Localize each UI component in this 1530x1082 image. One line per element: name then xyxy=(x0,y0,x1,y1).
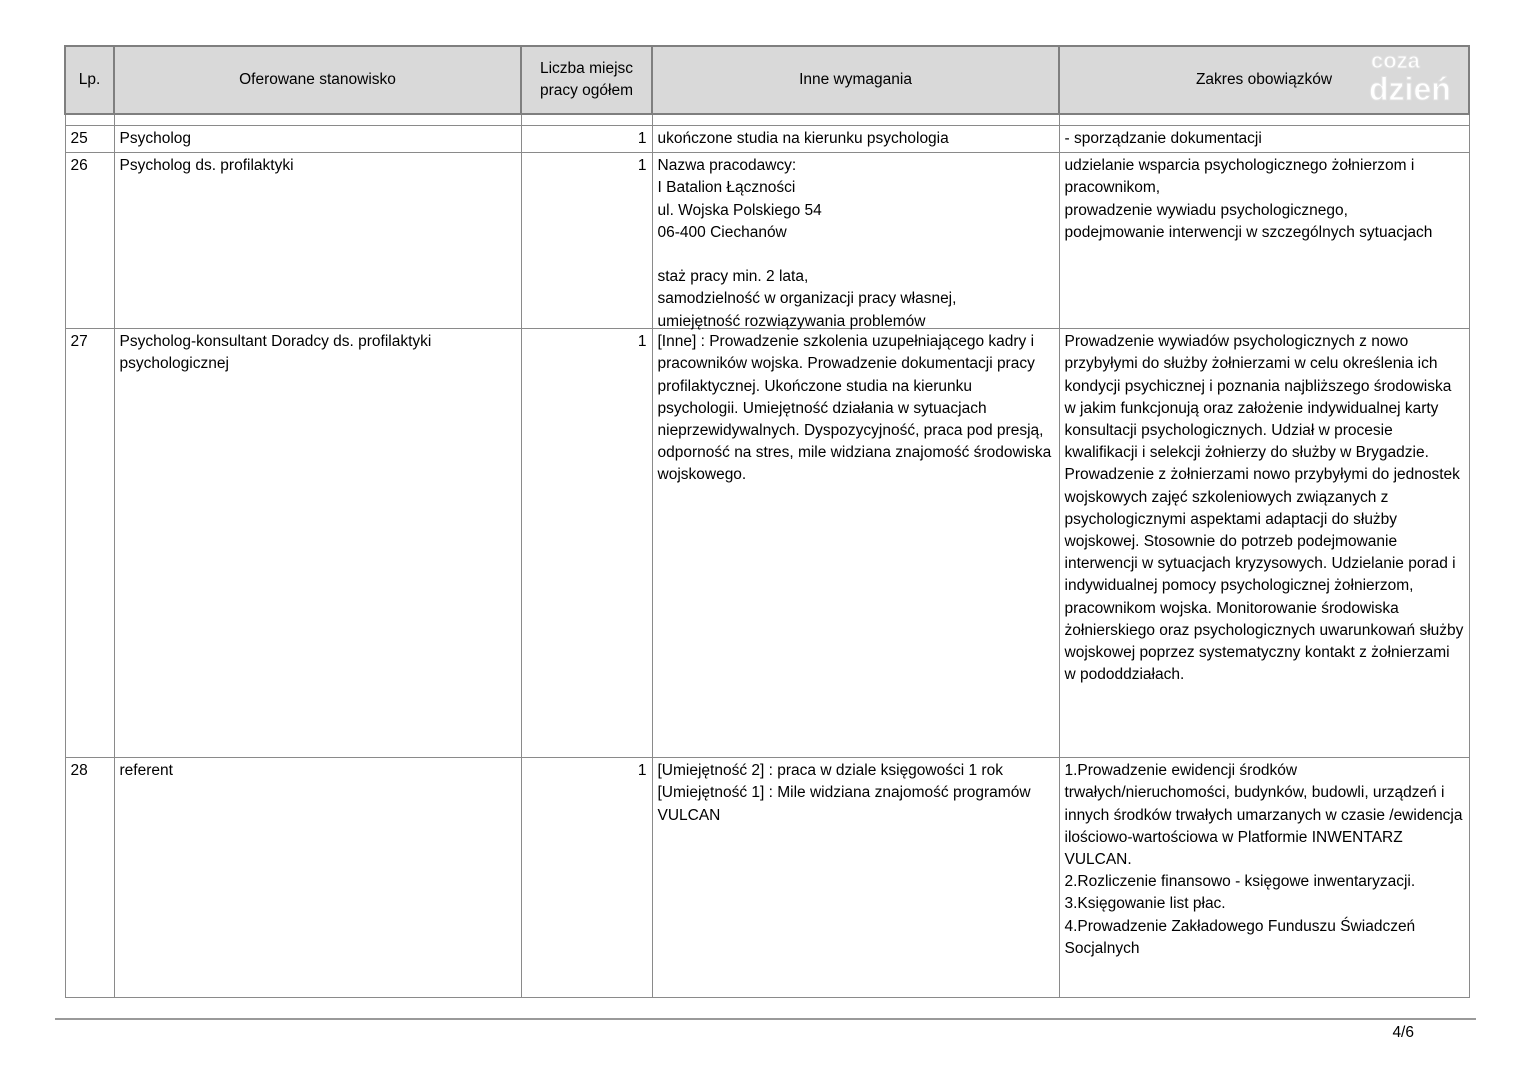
table-row xyxy=(65,126,1469,153)
table-row xyxy=(65,153,1469,329)
cell-requirements: [Inne] : Prowadzenie szkolenia uzupełniającego kadry i pracowników wojska. Prowadzenie dokumentacji pracy profilaktycznej. Ukończone studia na kierunku psychologii. Umiejętność działania w sytuacjach nieprzewidywalnych. Dyspozycyjność, praca pod presją, odporność na stres, mile widziana znajomość środowiska wojskowego. xyxy=(652,329,1059,758)
header-lp: Lp. xyxy=(65,46,114,114)
cell-duties: Prowadzenie wywiadów psychologicznych z nowo przybyłymi do służby żołnierzami w celu określenia ich kondycji psychicznej i poznania najbliższego środowiska w jakim funkcjonują oraz założenie indywidualnej karty konsultacji psychologicznych. Udział w procesie kwalifikacji i selekcji żołnierzy do służby w Brygadzie. Prowadzenie z żołnierzami nowo przybyłymi do jednostek wojskowych zajęć szkoleniowych związanych z psychologicznymi aspektami adaptacji do służby wojskowej. Stosownie do potrzeb podejmowanie interwencji w sytuacjach kryzysowych. Udzielanie porad i indywidualnej pomocy psychologicznej żołnierzom, pracownikom wojska. Monitorowanie środowiska żołnierskiego oraz psychologicznych uwarunkowań służby wojskowej poprzez systematyczny kontakt z żołnierzami w pododdziałach. xyxy=(1059,329,1469,758)
cell-requirements: ukończone studia na kierunku psychologia xyxy=(652,126,1059,153)
table-row xyxy=(65,758,1469,998)
cell-position: Psycholog ds. profilaktyki xyxy=(114,153,521,329)
header-count: Liczba miejsc pracy ogółem xyxy=(521,46,652,114)
table-row xyxy=(65,329,1469,758)
cell-requirements: [Umiejętność 2] : praca w dziale księgowości 1 rok [Umiejętność 1] : Mile widziana znajomość programów VULCAN xyxy=(652,758,1059,998)
header-row xyxy=(65,46,1469,114)
page-number: 4/6 xyxy=(1392,1024,1414,1041)
cell-lp: 26 xyxy=(65,153,114,329)
header-position: Oferowane stanowisko xyxy=(114,46,521,114)
table-body xyxy=(65,114,1469,998)
header-requirements: Inne wymagania xyxy=(652,46,1059,114)
cell-duties: udzielanie wsparcia psychologicznego żołnierzom i pracownikom, prowadzenie wywiadu psychologicznego, podejmowanie interwencji w szczególnych sytuacjach xyxy=(1059,153,1469,329)
header-gap xyxy=(65,114,1469,126)
job-offers-table xyxy=(64,45,1470,998)
cell-count: 1 xyxy=(521,153,652,329)
cell-lp: 25 xyxy=(65,126,114,153)
cell-count: 1 xyxy=(521,126,652,153)
footer-divider xyxy=(55,1018,1476,1020)
table-header xyxy=(65,46,1469,114)
header-duties: Zakres obowiązków xyxy=(1059,46,1469,114)
watermark-line2: dzień xyxy=(1369,71,1451,107)
cell-duties: - sporządzanie dokumentacji xyxy=(1059,126,1469,153)
cell-position: Psycholog-konsultant Doradcy ds. profilaktyki psychologicznej xyxy=(114,329,521,758)
cell-position: Psycholog xyxy=(114,126,521,153)
cell-position: referent xyxy=(114,758,521,998)
requirements-text: Nazwa pracodawcy: I Batalion Łączności ul. Wojska Polskiego 54 06-400 Ciechanów staż pracy min. 2 lata, samodzielność w organizacji pracy własnej, umiejętność rozwiązywania problemów xyxy=(657,157,957,330)
cell-lp: 28 xyxy=(65,758,114,998)
cell-requirements xyxy=(652,153,1059,329)
watermark-line1: coza xyxy=(1371,48,1420,73)
cell-count: 1 xyxy=(521,329,652,758)
cell-duties: 1.Prowadzenie ewidencji środków trwałych/nieruchomości, budynków, budowli, urządzeń i innych środków trwałych umarzanych w czasie /ewidencja ilościowo-wartościowa w Platformie INWENTARZ VULCAN. 2.Rozliczenie finansowo - księgowe inwentaryzacji. 3.Księgowanie list płac. 4.Prowadzenie Zakładowego Funduszu Świadczeń Socjalnych xyxy=(1059,758,1469,998)
cell-lp: 27 xyxy=(65,329,114,758)
cell-count: 1 xyxy=(521,758,652,998)
